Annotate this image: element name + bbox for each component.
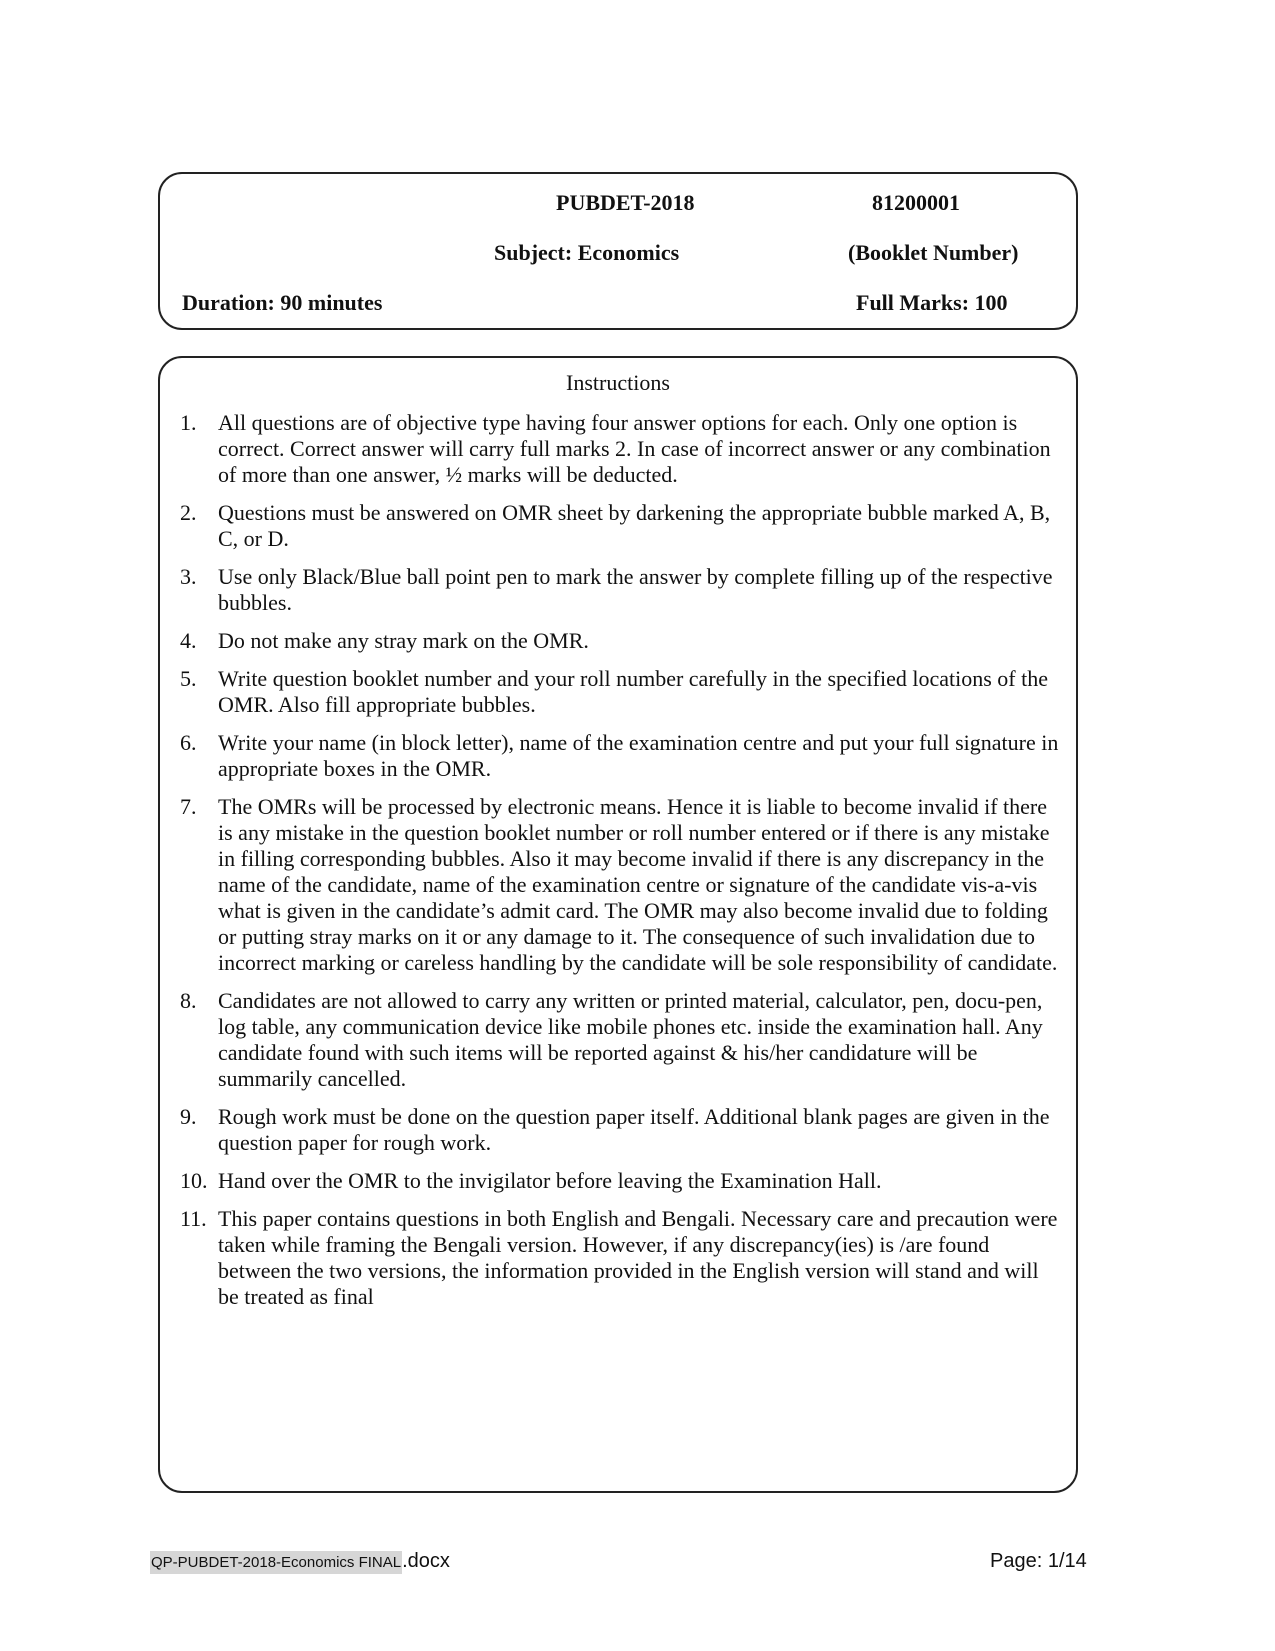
instruction-number: 11. — [180, 1206, 207, 1231]
instruction-item — [180, 410, 1060, 488]
instruction-item — [180, 1104, 1060, 1156]
footer-file-extension: .docx — [402, 1550, 450, 1572]
instruction-text: All questions are of objective type having four answer options for each. Only one option is correct. Correct answer will carry full marks 2. In case of incorrect answer or any combination of more than one answer, ½ marks will be deducted. — [218, 410, 1051, 487]
instruction-number: 5. — [180, 666, 197, 691]
booklet-number: 81200001 — [872, 190, 960, 215]
instruction-text: Write your name (in block letter), name of the examination centre and put your full signature in appropriate boxes in the OMR. — [218, 730, 1059, 781]
instruction-item — [180, 666, 1060, 718]
exam-name: PUBDET-2018 — [556, 190, 695, 215]
instruction-number: 4. — [180, 628, 197, 653]
instructions-box — [158, 356, 1078, 1493]
instruction-item — [180, 500, 1060, 552]
instruction-item — [180, 730, 1060, 782]
instruction-text: Questions must be answered on OMR sheet by darkening the appropriate bubble marked A, B, C, or D. — [218, 500, 1051, 551]
instruction-number: 2. — [180, 500, 197, 525]
instruction-text: The OMRs will be processed by electronic means. Hence it is liable to become invalid if there is any mistake in the question booklet number or roll number entered or if there is any mistake in filling corresponding bubbles. Also it may become invalid if there is any discrepancy in the name of the candidate, name of the examination centre or signature of the candidate vis-a-vis what is given in the candidate’s admit card. The OMR may also become invalid due to folding or putting stray marks on it or any damage to it. The consequence of such invalidation due to incorrect marking or careless handling by the candidate will be sole responsibility of candidate. — [218, 794, 1058, 975]
full-marks: Full Marks: 100 — [856, 290, 1008, 315]
subject: Subject: Economics — [494, 240, 680, 265]
instructions-list — [180, 410, 1060, 1322]
instruction-number: 1. — [180, 410, 197, 435]
instruction-item — [180, 628, 1060, 654]
instruction-text: Write question booklet number and your roll number carefully in the specified locations of the OMR. Also fill appropriate bubbles. — [218, 666, 1048, 717]
instruction-item — [180, 988, 1060, 1092]
duration: Duration: 90 minutes — [182, 290, 383, 315]
instruction-number: 7. — [180, 794, 197, 819]
instruction-item — [180, 1168, 1060, 1194]
instruction-number: 6. — [180, 730, 197, 755]
instructions-title: Instructions — [566, 370, 670, 395]
instruction-text: Do not make any stray mark on the OMR. — [218, 628, 589, 653]
instruction-text: This paper contains questions in both English and Bengali. Necessary care and precaution were taken while framing the Bengali version. However, if any discrepancy(ies) is /are found between the two versions, the information provided in the English version will stand and will be treated as final — [218, 1206, 1058, 1309]
footer-filename-highlight: QP-PUBDET-2018-Economics FINAL — [150, 1551, 402, 1574]
instruction-number: 8. — [180, 988, 197, 1013]
instruction-item — [180, 1206, 1060, 1310]
instruction-text: Rough work must be done on the question paper itself. Additional blank pages are given in the question paper for rough work. — [218, 1104, 1050, 1155]
header-box — [158, 172, 1078, 330]
instruction-number: 3. — [180, 564, 197, 589]
instruction-text: Use only Black/Blue ball point pen to mark the answer by complete filling up of the respective bubbles. — [218, 564, 1053, 615]
instruction-text: Candidates are not allowed to carry any written or printed material, calculator, pen, docu-pen, log table, any communication device like mobile phones etc. inside the examination hall. Any candidate found with such items will be reported against & his/her candidature will be summarily cancelled. — [218, 988, 1043, 1091]
instruction-text: Hand over the OMR to the invigilator before leaving the Examination Hall. — [218, 1168, 882, 1193]
instruction-number: 10. — [180, 1168, 208, 1193]
instruction-number: 9. — [180, 1104, 197, 1129]
booklet-number-label: (Booklet Number) — [848, 240, 1019, 265]
instruction-item — [180, 794, 1060, 976]
footer-page-number: Page: 1/14 — [990, 1550, 1087, 1572]
footer-filename — [150, 1551, 450, 1571]
instruction-item — [180, 564, 1060, 616]
